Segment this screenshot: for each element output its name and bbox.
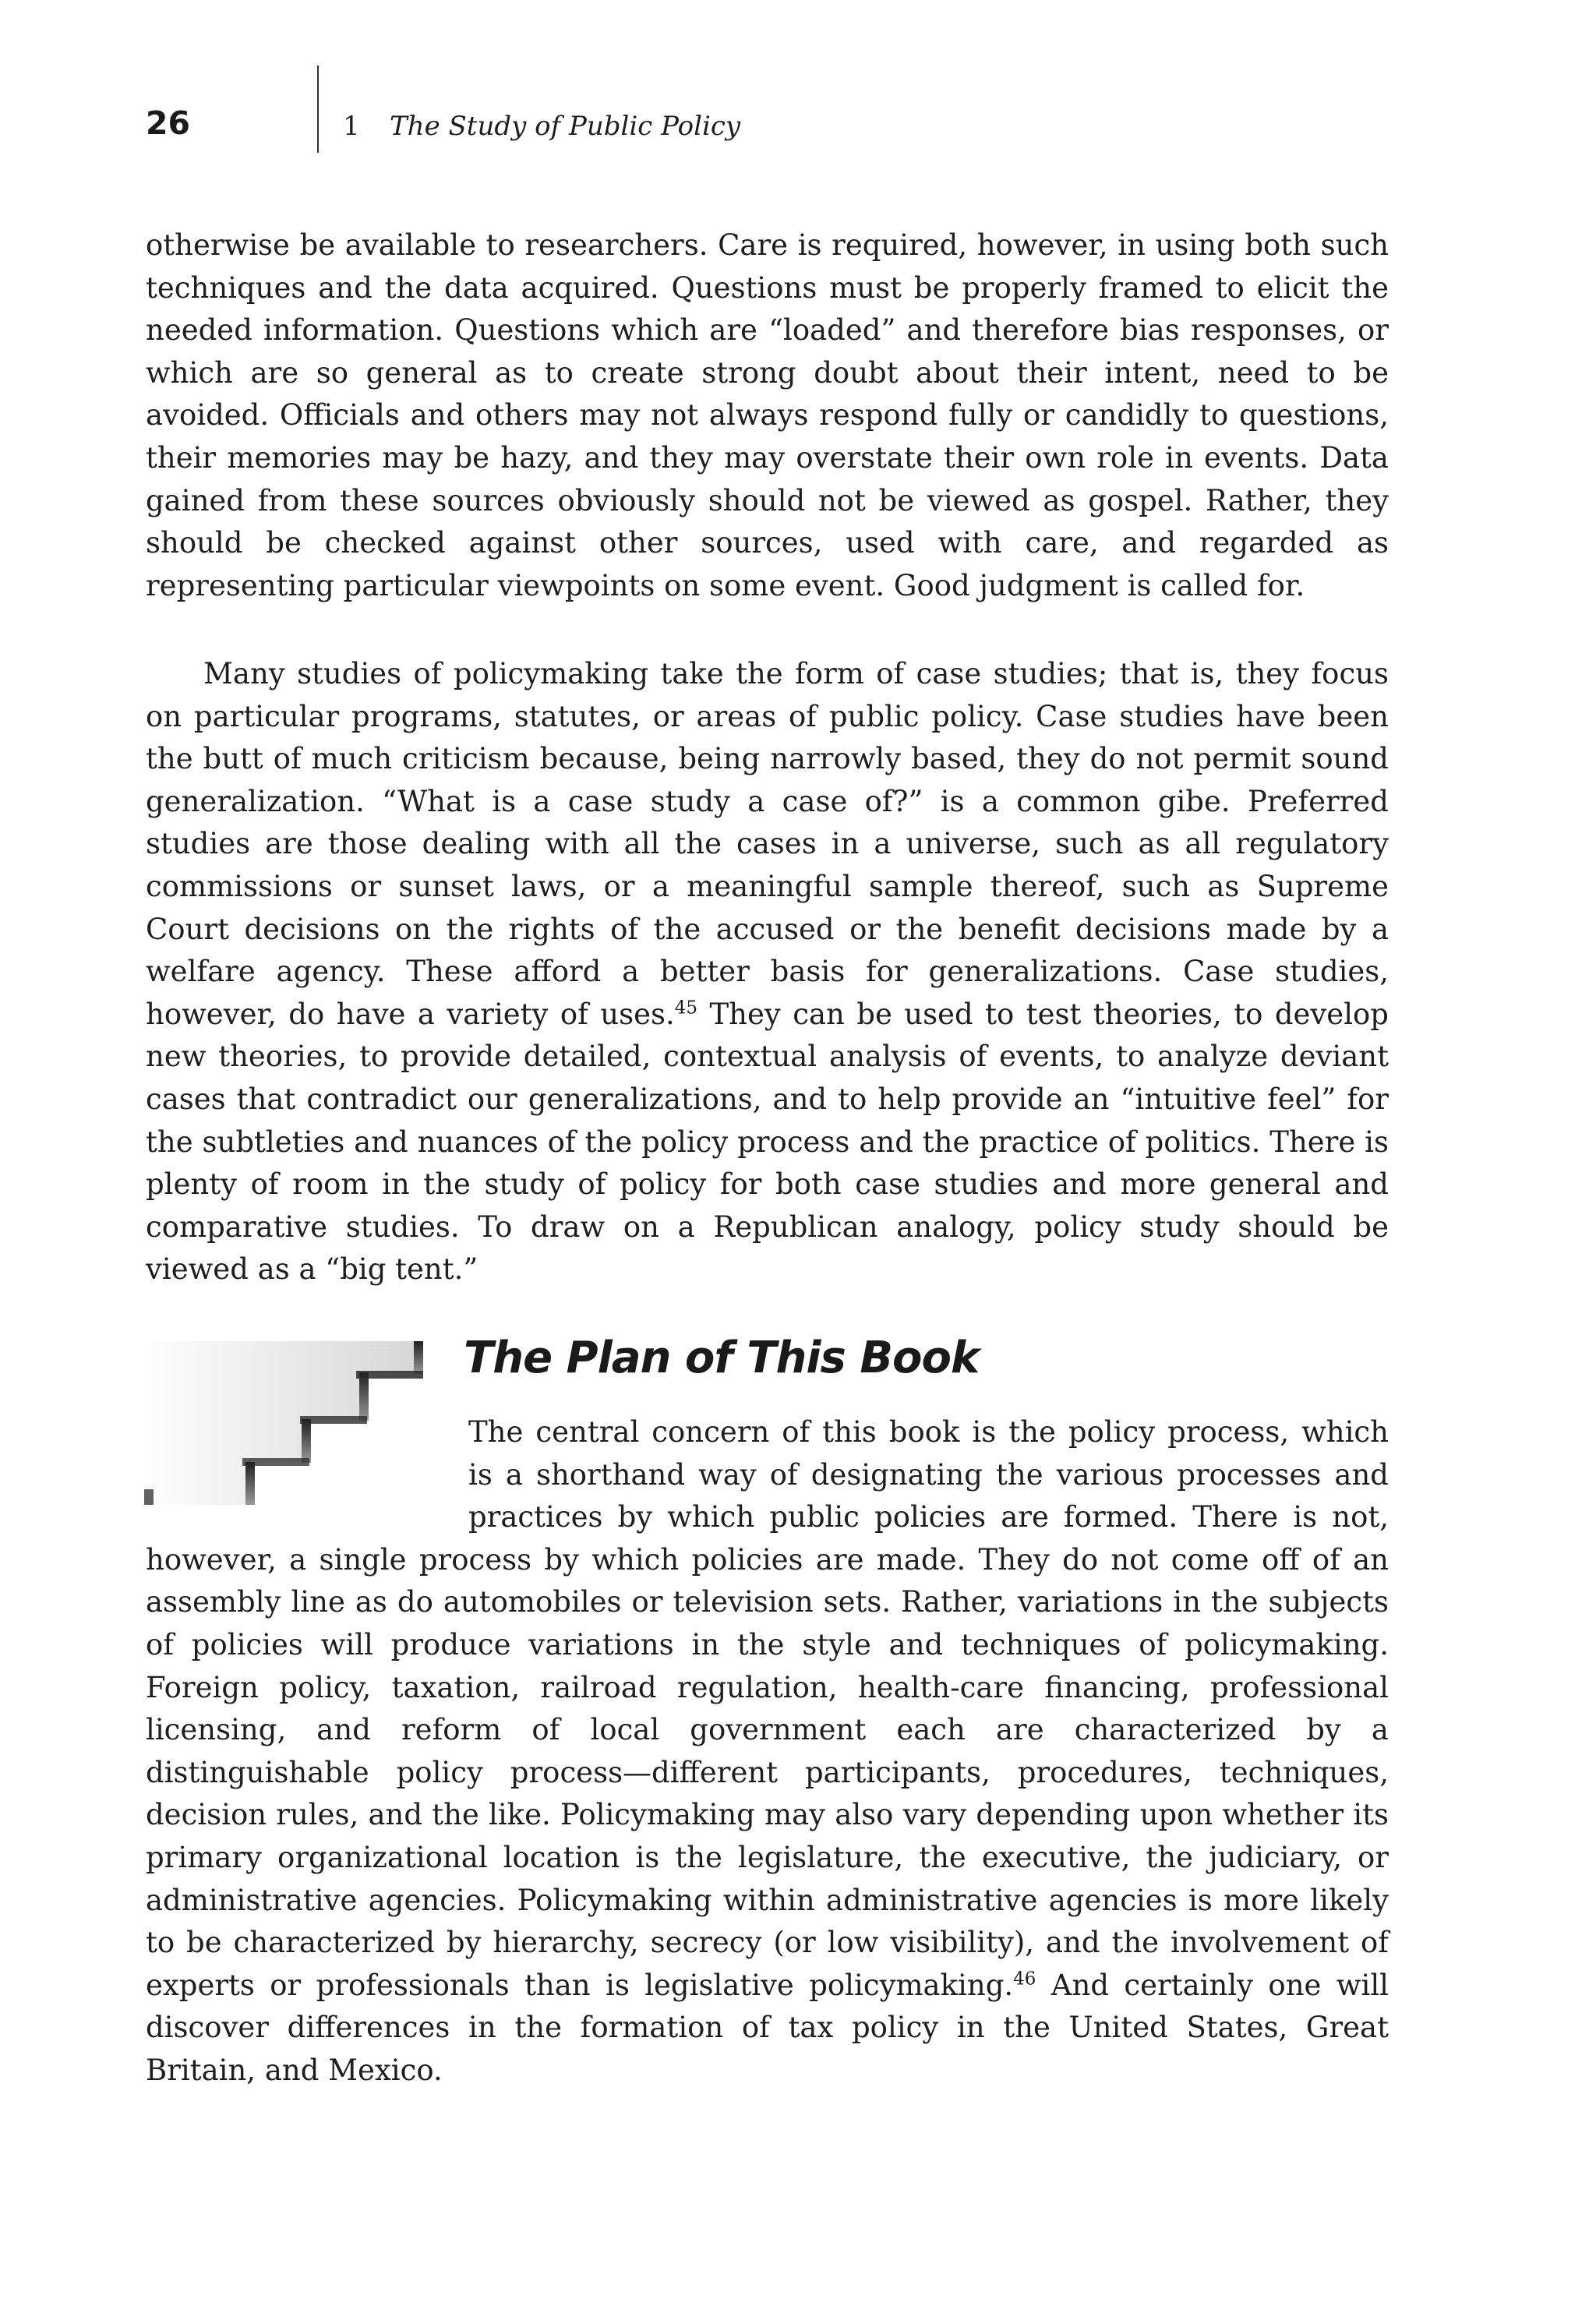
footnote-ref-46: 46: [1013, 1969, 1036, 1990]
paragraph-1: otherwise be available to researchers. Care is required, however, in using both such techniques and the data acquired. Questions must be properly framed to elicit the needed information. Questions which are “loaded” and therefore bias responses, or which are so general as to create strong doubt about their intent, need to be avoided. Officials and others may not always respond fully or candidly to questions, their memories may be hazy, and they may overstate their own role in events. Data gained from these sources obviously should not be viewed as gospel. Rather, they should be checked against other sources, used with care, and regarded as representing particular viewpoints on some event. Good judgment is called for.: [146, 228, 1389, 602]
chapter-number: 1: [343, 111, 360, 142]
running-header: [0, 92, 1596, 170]
chapter-title: The Study of Public Policy: [390, 111, 741, 142]
section-paragraph-text-b: And certainly one will discover differences in the formation of tax policy in the United States, Great Britain, and Mexico.: [146, 1968, 1389, 2087]
paragraph-2-text-a: Many studies of policymaking take the form of case studies; that is, they focus on particular programs, statutes, or areas of public policy. Case studies have been the butt of much criticism because, being narrowly based, they do not permit sound generalization. “What is a case study a case of?” is a common gibe. Preferred studies are those dealing with all the cases in a universe, such as all regulatory commissions or sunset laws, or a meaningful sample thereof, such as Supreme Court decisions on the rights of the accused or the benefit decisions made by a welfare agency. These afford a better basis for generalizations. Case studies, however, do have a variety of uses.: [146, 657, 1389, 1031]
footnote-ref-45: 45: [674, 998, 698, 1019]
section-paragraph: [146, 1411, 1389, 2092]
section-heading: The Plan of This Book: [464, 1333, 980, 1383]
page-number: 26: [146, 104, 191, 142]
staircase-ornament-icon: [141, 1341, 461, 1505]
paragraph-2-text-b: They can be used to test theories, to develop new theories, to provide detailed, contextual analysis of events, to analyze deviant cases that contradict our generalizations, and to help provide an “intuitive feel” for the subtleties and nuances of the policy process and the practice of politics. There is plenty of room in the study of policy for both case studies and more general and comparative studies. To draw on a Republican analogy, policy study should be viewed as a “big tent.”: [146, 997, 1389, 1287]
header-divider: [317, 65, 319, 153]
paragraph-2: [146, 653, 1389, 1291]
section-paragraph-text-a: The central concern of this book is the policy process, which is a shorthand way of designating the various processes and practices by which public policies are formed. There is not, however, a single process by which policies are made. They do not come off of an assembly line as do automobiles or television sets. Rather, variations in the subjects of policies will produce variations in the style and techniques of policymaking. Foreign policy, taxation, railroad regulation, health-care financing, professional licensing, and reform of local government each are characterized by a distinguishable policy process—different participants, procedures, techniques, decision rules, and the like. Policymaking may also vary depending upon whether its primary organizational location is the legislature, the executive, the judiciary, or administrative agencies. Policymaking within administrative agencies is more likely to be characterized by hierarchy, secrecy (or low visibility), and the involvement of experts or professionals than is legislative policymaking.: [146, 1415, 1389, 2002]
